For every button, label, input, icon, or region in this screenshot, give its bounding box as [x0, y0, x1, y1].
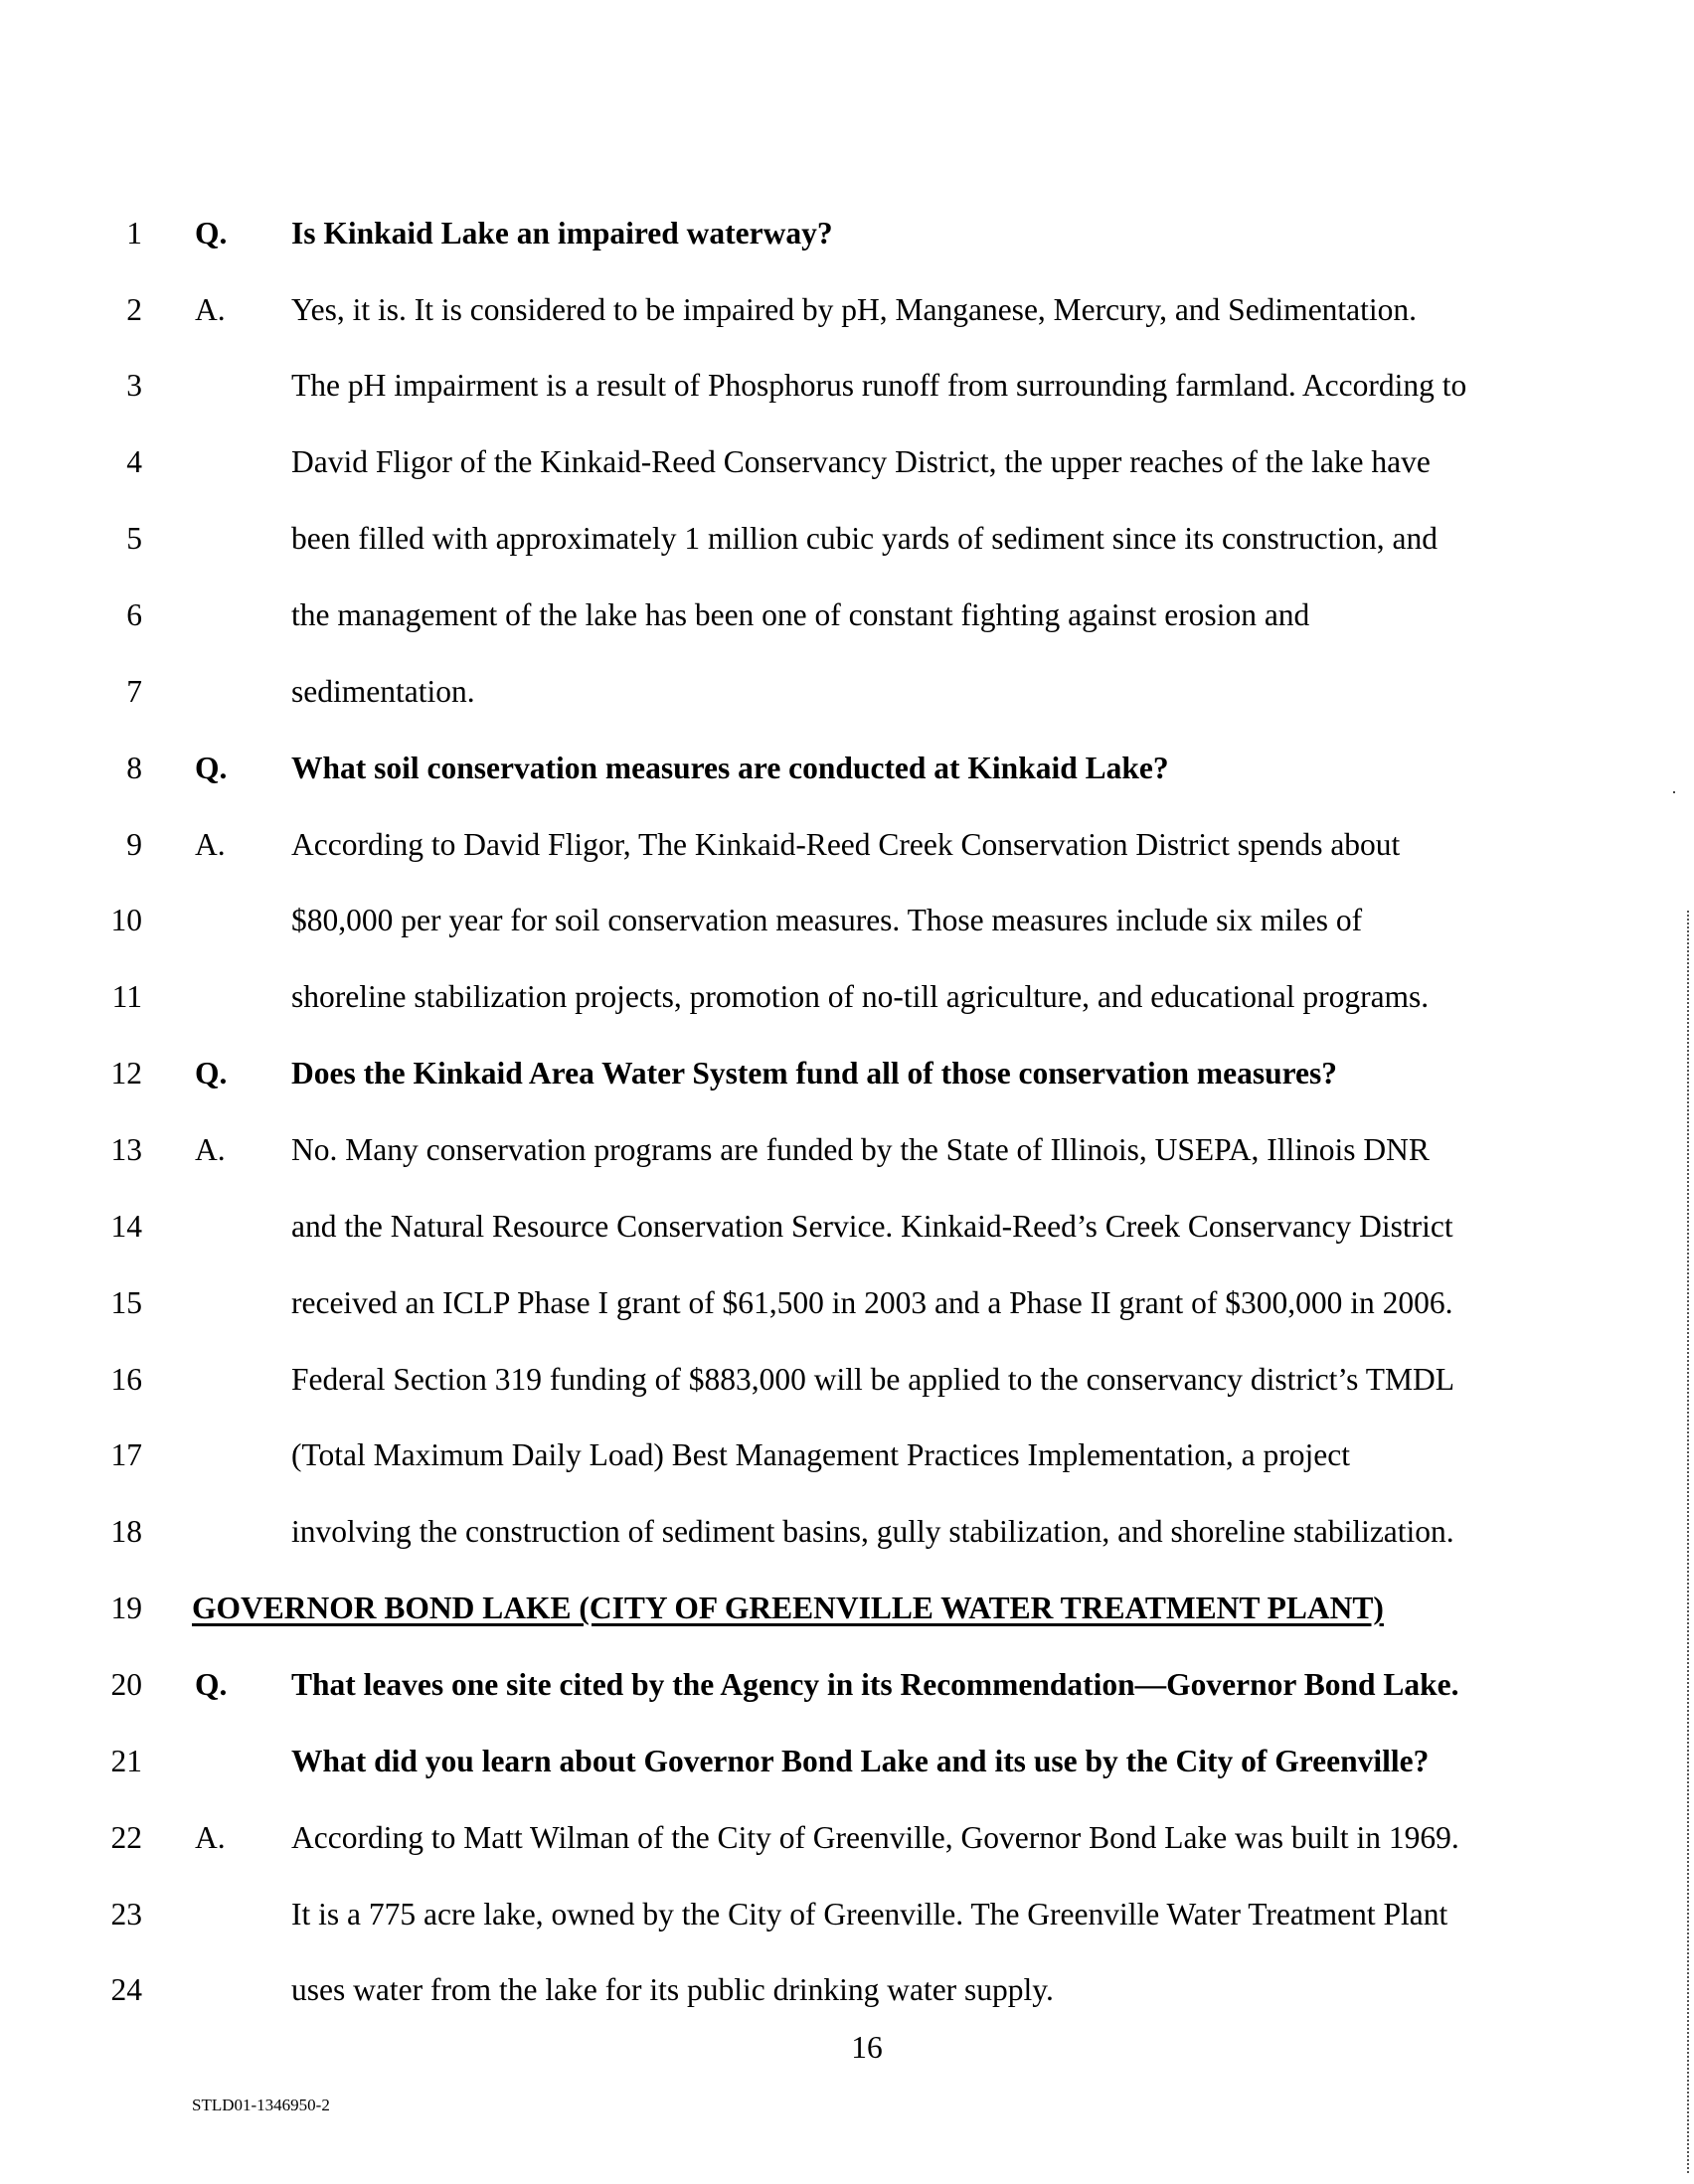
line-number: 15: [110, 1285, 142, 1320]
answer-text: Federal Section 319 funding of $883,000 will be applied to the conservancy district’s TMDL: [291, 1362, 1454, 1397]
answer-text: sedimentation.: [291, 674, 475, 709]
question-text: What soil conservation measures are conducted at Kinkaid Lake?: [291, 751, 1169, 785]
answer-text: It is a 775 acre lake, owned by the City of Greenville. The Greenville Water Treatment Plant: [291, 1897, 1448, 1932]
question-marker: Q.: [195, 751, 228, 785]
line-number: 2: [126, 292, 142, 327]
question-marker: Q.: [195, 1056, 228, 1091]
pleading-line: [0, 1512, 1694, 1552]
answer-text: and the Natural Resource Conservation Service. Kinkaid-Reed’s Creek Conservancy District: [291, 1209, 1453, 1244]
line-number: 1: [126, 216, 142, 251]
pleading-line: [0, 1435, 1694, 1475]
answer-text: Yes, it is. It is considered to be impaired by pH, Manganese, Mercury, and Sedimentation.: [291, 292, 1418, 327]
answer-text: uses water from the lake for its public drinking water supply.: [291, 1972, 1054, 2007]
line-number: 20: [110, 1667, 142, 1702]
answer-text: According to David Fligor, The Kinkaid-Reed Creek Conservation District spends about: [291, 827, 1401, 862]
answer-text: involving the construction of sediment basins, gully stabilization, and shoreline stabilization.: [291, 1514, 1454, 1549]
question-text: Does the Kinkaid Area Water System fund all of those conservation measures?: [291, 1056, 1338, 1091]
line-number: 12: [110, 1056, 142, 1091]
line-number: 22: [110, 1820, 142, 1855]
line-number: 4: [126, 444, 142, 479]
pleading-line: [0, 1130, 1694, 1170]
answer-marker: A.: [195, 292, 226, 327]
pleading-line: [0, 1360, 1694, 1400]
line-number: 24: [110, 1972, 142, 2007]
question-text: Is Kinkaid Lake an impaired waterway?: [291, 216, 833, 251]
line-number: 14: [110, 1209, 142, 1244]
line-number: 3: [126, 368, 142, 403]
pleading-line: [0, 901, 1694, 940]
answer-text: David Fligor of the Kinkaid-Reed Conservancy District, the upper reaches of the lake have: [291, 444, 1431, 479]
pleading-line: [0, 749, 1694, 788]
answer-text: (Total Maximum Daily Load) Best Management Practices Implementation, a project: [291, 1437, 1350, 1472]
question-text: That leaves one site cited by the Agency in its Recommendation—Governor Bond Lake.: [291, 1667, 1459, 1702]
pleading-line: [0, 595, 1694, 635]
answer-text: According to Matt Wilman of the City of Greenville, Governor Bond Lake was built in 1969.: [291, 1820, 1459, 1855]
answer-text: $80,000 per year for soil conservation measures. Those measures include six miles of: [291, 903, 1363, 937]
pleading-line: [0, 214, 1694, 253]
pleading-line: [0, 1895, 1694, 1934]
pleading-line: [0, 366, 1694, 406]
pleading-line: [0, 519, 1694, 559]
question-marker: Q.: [195, 1667, 228, 1702]
line-number: 11: [111, 979, 142, 1014]
line-number: 23: [110, 1897, 142, 1932]
line-number: 5: [126, 521, 142, 556]
pleading-line: [0, 1283, 1694, 1323]
pleading-line: [0, 825, 1694, 865]
answer-marker: A.: [195, 1820, 226, 1855]
line-number: 21: [110, 1744, 142, 1778]
question-marker: Q.: [195, 216, 228, 251]
pleading-line: [0, 1818, 1694, 1858]
pleading-line: [0, 290, 1694, 330]
line-number: 18: [110, 1514, 142, 1549]
pleading-line: [0, 1054, 1694, 1093]
answer-text: No. Many conservation programs are funded by the State of Illinois, USEPA, Illinois DNR: [291, 1132, 1430, 1167]
line-number: 13: [110, 1132, 142, 1167]
pleading-line: [0, 1665, 1694, 1705]
line-number: 16: [110, 1362, 142, 1397]
section-heading: GOVERNOR BOND LAKE (CITY OF GREENVILLE WATER TREATMENT PLANT): [192, 1591, 1384, 1625]
pleading-line: [0, 1742, 1694, 1781]
line-number: 10: [110, 903, 142, 937]
pleading-line: [0, 1970, 1694, 2010]
document-id-footer: STLD01-1346950-2: [192, 2096, 330, 2114]
pleading-line: [0, 977, 1694, 1017]
line-number: 6: [126, 597, 142, 632]
pleading-line: [0, 1207, 1694, 1247]
pleading-line: [0, 672, 1694, 712]
pleading-line: [0, 442, 1694, 482]
answer-text: been filled with approximately 1 million cubic yards of sediment since its construction, and: [291, 521, 1438, 556]
answer-marker: A.: [195, 1132, 226, 1167]
line-number: 19: [110, 1591, 142, 1625]
scan-edge-dotted-line: [1687, 911, 1689, 2173]
answer-text: the management of the lake has been one of constant fighting against erosion and: [291, 597, 1310, 632]
line-number: 7: [126, 674, 142, 709]
page-number: 16: [851, 2030, 883, 2065]
answer-text: received an ICLP Phase I grant of $61,500 in 2003 and a Phase II grant of $300,000 in 2006.: [291, 1285, 1453, 1320]
line-number: 8: [126, 751, 142, 785]
line-number: 17: [110, 1437, 142, 1472]
answer-marker: A.: [195, 827, 226, 862]
scan-artifact-dot: [1673, 791, 1675, 793]
answer-text: The pH impairment is a result of Phosphorus runoff from surrounding farmland. According to: [291, 368, 1467, 403]
pleading-line: [0, 1589, 1694, 1628]
line-number: 9: [126, 827, 142, 862]
question-text: What did you learn about Governor Bond Lake and its use by the City of Greenville?: [291, 1744, 1430, 1778]
answer-text: shoreline stabilization projects, promotion of no-till agriculture, and educational programs.: [291, 979, 1430, 1014]
